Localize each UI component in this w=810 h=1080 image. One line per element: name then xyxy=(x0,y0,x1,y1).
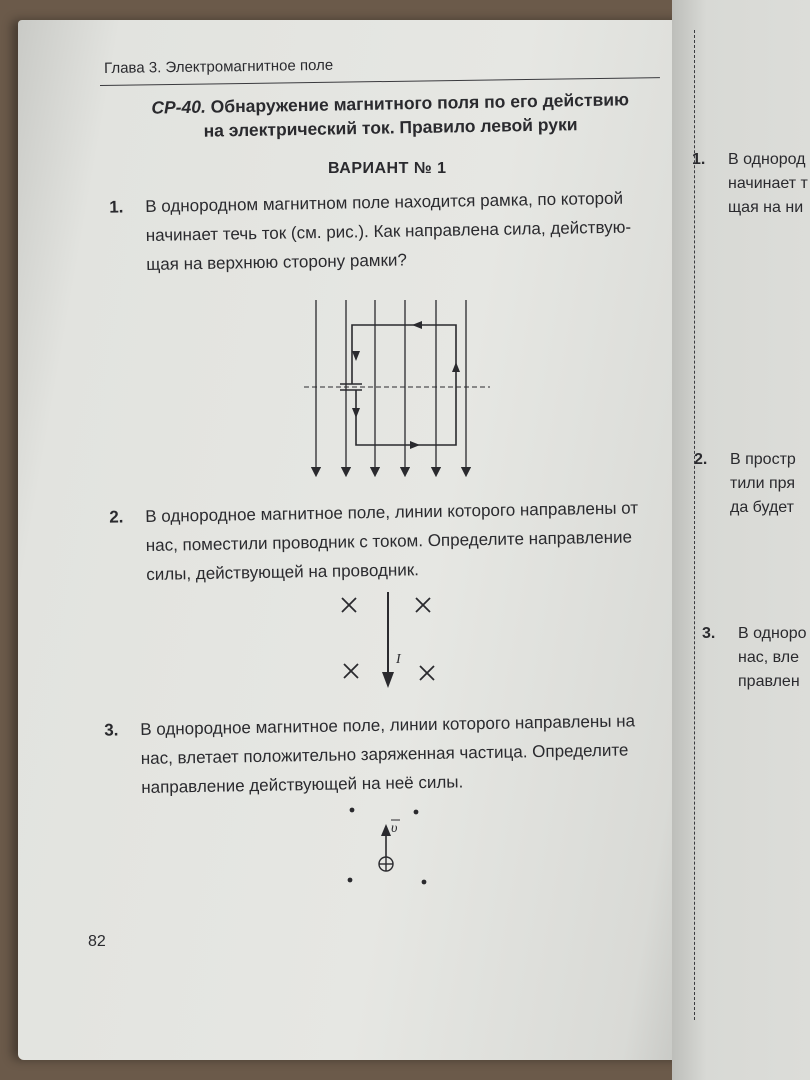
task-number: 2. xyxy=(109,507,124,527)
worksheet-code: СР-40. xyxy=(151,96,207,118)
task-text-line: В однородное магнитное поле, линии которого направлены на xyxy=(140,711,636,739)
right-item-line: тили пря xyxy=(730,475,796,492)
right-item-line: да будет xyxy=(730,499,794,516)
right-item-line: начинает т xyxy=(728,175,808,192)
figure-frame-in-field xyxy=(300,290,500,480)
right-page xyxy=(672,0,810,1080)
right-item-number: 3. xyxy=(702,625,716,642)
task-text-line: В однородном магнитном поле находится рамка, по которой xyxy=(145,188,624,216)
task-text-line: нас, поместили проводник с током. Определите направление xyxy=(145,527,633,555)
right-page-item-3 xyxy=(702,622,807,694)
title-line-1: Обнаружение магнитного поля по его действию xyxy=(205,89,630,117)
task-1 xyxy=(109,184,632,279)
task-text-line: начинает течь ток (см. рис.). Как направлена сила, действую- xyxy=(145,217,632,245)
chapter-header: Глава 3. Электромагнитное поле xyxy=(104,56,334,77)
figure-conductor-in-field xyxy=(330,588,450,698)
current-label: I xyxy=(396,652,401,667)
task-3 xyxy=(104,706,636,802)
title-line-2: на электрический ток. Правило левой руки xyxy=(203,114,578,141)
right-page-item-2 xyxy=(694,448,796,520)
right-item-line: щая на ни xyxy=(728,199,804,216)
right-item-line: правлен xyxy=(738,673,800,690)
right-item-line: В простр xyxy=(730,451,796,468)
right-item-number: 1. xyxy=(692,151,706,168)
task-text-line: направление действующей на неё силы. xyxy=(141,772,464,797)
task-text-line: нас, влетает положительно заряженная частица. Определите xyxy=(140,740,629,768)
task-text-line: силы, действующей на проводник. xyxy=(146,560,420,584)
task-text-line: щая на верхнюю сторону рамки? xyxy=(146,250,408,274)
right-page-item-1 xyxy=(692,148,808,220)
task-text-line: В однородное магнитное поле, линии которого направлены от xyxy=(145,498,639,526)
worksheet-title xyxy=(130,87,651,144)
figure-particle-in-field xyxy=(340,802,440,892)
velocity-label: υ xyxy=(391,821,398,836)
cut-line-divider xyxy=(694,30,695,1020)
task-2 xyxy=(109,493,639,589)
task-number: 3. xyxy=(104,720,119,740)
right-item-line: нас, вле xyxy=(738,649,799,666)
right-item-line: В однород xyxy=(728,151,806,168)
right-item-line: В одноро xyxy=(738,625,807,642)
task-number: 1. xyxy=(109,197,124,217)
page-number: 82 xyxy=(88,933,106,950)
right-item-number: 2. xyxy=(694,451,708,468)
variant-heading: ВАРИАНТ № 1 xyxy=(328,160,447,177)
